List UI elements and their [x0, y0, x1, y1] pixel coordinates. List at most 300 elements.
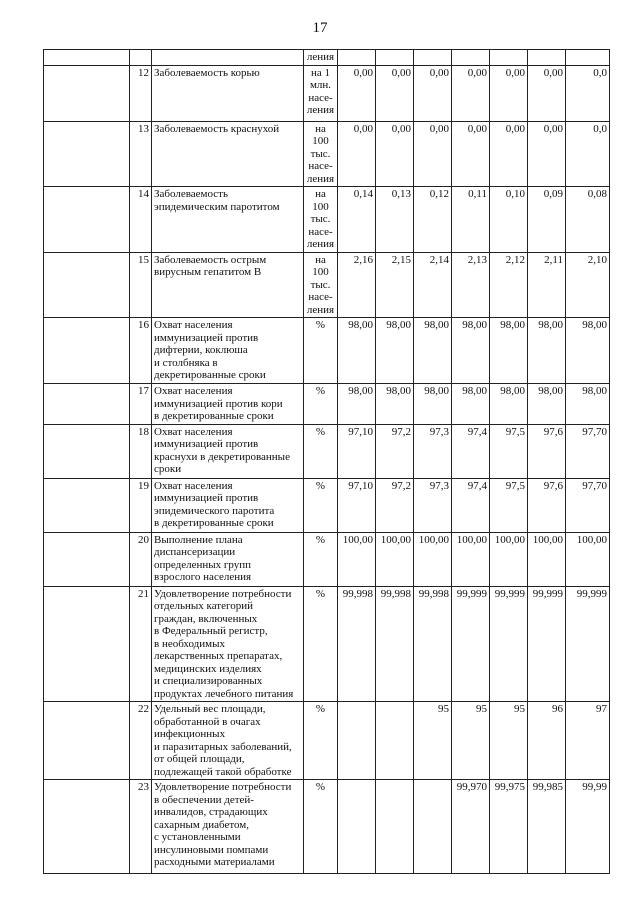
value-cell	[490, 252, 528, 318]
indicator-name-line: иммунизацией против	[154, 438, 259, 450]
value-cell	[452, 252, 490, 318]
value-cell	[414, 252, 452, 318]
indicator-name-cell	[152, 780, 304, 874]
value-cell	[376, 586, 414, 702]
value: 99,998	[418, 587, 449, 600]
value: 98,00	[462, 319, 487, 331]
value: 2,13	[467, 253, 487, 266]
value-cell	[528, 478, 566, 532]
row-number-cell	[130, 252, 152, 318]
value-cell	[528, 318, 566, 384]
indicator-name-line: эпидемическим паротитом	[154, 200, 280, 213]
unit-cell	[304, 478, 338, 532]
value: 95	[514, 703, 525, 715]
value: 100,00	[380, 533, 411, 546]
indicator-name-line: продуктах лечебного питания	[154, 687, 294, 700]
table-row	[44, 384, 610, 425]
indicator-name-line: Охват населения	[154, 385, 233, 397]
value-cell	[338, 65, 376, 121]
indicator-name-line: Охват населения	[154, 319, 233, 331]
indicator-name-line: в декретированные сроки	[154, 517, 274, 529]
value-cell	[338, 702, 376, 780]
value-cell	[566, 424, 610, 478]
value: 97,6	[543, 425, 563, 438]
value-cell	[528, 50, 566, 66]
unit-line: %	[315, 587, 326, 600]
value-cell	[338, 424, 376, 478]
unit-line: ления	[306, 238, 335, 250]
indicator-name-line: определенных групп	[154, 558, 252, 571]
value: 97,3	[429, 425, 449, 438]
row-number: 14	[138, 188, 149, 200]
unit-cell	[304, 318, 338, 384]
value: 97,10	[348, 425, 373, 438]
unit-line: на 100	[312, 188, 329, 213]
value-cell	[566, 252, 610, 318]
value-cell	[490, 121, 528, 187]
value: 0,00	[353, 66, 373, 79]
unit-line: тыс.	[310, 278, 331, 291]
value-cell	[452, 187, 490, 253]
value-cell	[338, 586, 376, 702]
value-cell	[566, 702, 610, 780]
value: 2,14	[429, 253, 449, 266]
unit-line: %	[315, 479, 326, 492]
indicator-name-line: декретированные сроки	[154, 369, 266, 381]
indicator-name-line: Удовлетворение потребности	[154, 587, 292, 600]
value: 99,975	[494, 781, 525, 793]
indicator-name-cell	[152, 121, 304, 187]
row-number: 12	[138, 66, 149, 79]
indicator-name-line: Удовлетворение потребности	[154, 781, 292, 793]
indicator-name-line: Заболеваемость	[154, 188, 228, 200]
value-cell	[452, 586, 490, 702]
value-cell	[376, 424, 414, 478]
indicator-name-line: сроки	[154, 463, 182, 475]
page-number: 17	[312, 20, 328, 36]
value: 98,00	[538, 319, 563, 331]
value-cell	[452, 384, 490, 425]
value: 0,00	[505, 66, 525, 79]
indicator-name-line: медицинских изделиях	[154, 662, 262, 675]
value: 98,00	[582, 319, 607, 331]
indicator-name-line: Заболеваемость корью	[154, 66, 260, 79]
indicator-name-line: инфекционных	[154, 728, 226, 740]
indicator-name-cell	[152, 532, 304, 586]
unit-line: млн.	[309, 79, 332, 91]
indicator-name-cell	[152, 50, 304, 66]
indicator-name-line: краснухи в декретированные	[154, 450, 290, 463]
value: 99,999	[456, 587, 487, 600]
value-cell	[376, 478, 414, 532]
indicator-name-line: дифтерии, коклюша	[154, 344, 248, 356]
value: 0,00	[543, 66, 563, 79]
row-number-cell	[130, 702, 152, 780]
value-cell	[338, 532, 376, 586]
table-row	[44, 121, 610, 187]
row-number-cell	[130, 532, 152, 586]
value: 0,00	[467, 122, 487, 135]
unit-line: %	[315, 425, 326, 438]
value: 0,13	[391, 188, 411, 200]
value-cell	[528, 65, 566, 121]
table-row-continued	[44, 50, 610, 66]
blank-cell	[44, 702, 130, 780]
indicator-name-cell	[152, 252, 304, 318]
value: 97,10	[348, 479, 373, 492]
value-cell	[528, 780, 566, 874]
indicators-table	[43, 49, 610, 874]
value-cell	[566, 65, 610, 121]
value-cell	[490, 318, 528, 384]
value-cell	[338, 50, 376, 66]
value: 0,00	[467, 66, 487, 79]
value: 98,00	[424, 319, 449, 331]
table-row	[44, 424, 610, 478]
indicator-name-line: и столбняка в	[154, 356, 218, 369]
value-cell	[376, 780, 414, 874]
unit-line: ления	[306, 172, 335, 185]
table-row	[44, 187, 610, 253]
value: 98,00	[386, 319, 411, 331]
row-number-cell	[130, 318, 152, 384]
value-cell	[414, 121, 452, 187]
value: 98,00	[348, 385, 373, 397]
value-cell	[452, 121, 490, 187]
value: 100,00	[418, 533, 449, 546]
indicator-name-line: граждан, включенных	[154, 612, 258, 625]
unit-line: насе-	[308, 91, 333, 104]
indicator-name-line: подлежащей такой обработке	[154, 765, 292, 778]
value-cell	[338, 252, 376, 318]
value-cell	[528, 187, 566, 253]
value: 0,00	[391, 122, 411, 135]
value-cell	[490, 65, 528, 121]
value: 0,00	[505, 122, 525, 135]
value: 95	[438, 703, 449, 715]
indicator-name-line: и паразитарных заболеваний,	[154, 740, 292, 753]
table-row	[44, 318, 610, 384]
value-cell	[528, 532, 566, 586]
row-number-cell	[130, 384, 152, 425]
value-cell	[452, 702, 490, 780]
row-number: 16	[138, 319, 149, 331]
row-number-cell	[130, 586, 152, 702]
value-cell	[452, 478, 490, 532]
value: 97,5	[505, 425, 525, 438]
value-cell	[376, 318, 414, 384]
value: 0,00	[429, 122, 449, 135]
value-cell	[414, 384, 452, 425]
blank-cell	[44, 318, 130, 384]
table-row	[44, 252, 610, 318]
value-cell	[490, 50, 528, 66]
value-cell	[414, 65, 452, 121]
value-cell	[566, 780, 610, 874]
value: 0,08	[587, 188, 607, 200]
unit-line: %	[315, 319, 326, 331]
value: 0,09	[543, 188, 563, 200]
value-cell	[528, 252, 566, 318]
blank-cell	[44, 187, 130, 253]
value-cell	[452, 318, 490, 384]
unit-cell	[304, 65, 338, 121]
value-cell	[376, 121, 414, 187]
value-cell	[414, 478, 452, 532]
value: 0,00	[391, 66, 411, 79]
unit-line: насе-	[308, 160, 333, 172]
unit-cell	[304, 121, 338, 187]
blank-cell	[44, 532, 130, 586]
blank-cell	[44, 50, 130, 66]
value: 2,12	[505, 253, 525, 266]
value: 97,70	[582, 425, 607, 438]
value-cell	[566, 532, 610, 586]
value: 0,0	[593, 66, 607, 79]
unit-line: тыс.	[310, 147, 331, 160]
value-cell	[452, 780, 490, 874]
value: 97,2	[391, 425, 411, 438]
value: 100,00	[342, 533, 373, 546]
value: 95	[476, 703, 487, 715]
unit-cell	[304, 586, 338, 702]
value: 2,15	[391, 253, 411, 266]
value: 97,3	[429, 479, 449, 492]
indicator-name-cell	[152, 424, 304, 478]
value: 98,00	[538, 385, 563, 397]
value: 99,998	[342, 587, 373, 600]
value-cell	[490, 532, 528, 586]
value: 97,2	[391, 479, 411, 492]
value: 99,998	[380, 587, 411, 600]
indicator-name-cell	[152, 187, 304, 253]
value: 97,6	[543, 479, 563, 492]
value: 0,00	[429, 66, 449, 79]
value-cell	[452, 424, 490, 478]
value-cell	[452, 532, 490, 586]
unit-line: насе-	[308, 225, 333, 238]
value-cell	[528, 121, 566, 187]
unit-line: насе-	[308, 291, 333, 303]
value: 97,4	[467, 479, 487, 492]
indicator-name-cell	[152, 586, 304, 702]
indicator-name-line: инвалидов, страдающих	[154, 806, 268, 818]
value-cell	[376, 252, 414, 318]
indicator-name-line: сахарным диабетом,	[154, 818, 249, 831]
value-cell	[566, 384, 610, 425]
blank-cell	[44, 121, 130, 187]
value: 98,00	[582, 385, 607, 397]
value-cell	[452, 50, 490, 66]
value-cell	[566, 586, 610, 702]
row-number-cell	[130, 121, 152, 187]
indicator-name-line: Заболеваемость краснухой	[154, 122, 280, 135]
indicator-name-cell	[152, 65, 304, 121]
table-body	[44, 50, 610, 874]
value-cell	[566, 318, 610, 384]
table-row	[44, 702, 610, 780]
value-cell	[490, 586, 528, 702]
value: 2,16	[353, 253, 373, 266]
value-cell	[414, 702, 452, 780]
unit-line: на 1	[310, 66, 331, 79]
blank-cell	[44, 586, 130, 702]
value: 0,00	[543, 122, 563, 135]
unit-line: ления	[306, 51, 335, 63]
value: 97,70	[582, 479, 607, 492]
value-cell	[528, 424, 566, 478]
value: 96	[552, 703, 563, 715]
value: 0,14	[353, 188, 373, 200]
value-cell	[566, 187, 610, 253]
row-number-cell	[130, 478, 152, 532]
row-number-cell	[130, 780, 152, 874]
value-cell	[414, 50, 452, 66]
value: 99,985	[532, 781, 563, 793]
value-cell	[490, 187, 528, 253]
table-row	[44, 65, 610, 121]
blank-cell	[44, 424, 130, 478]
table-row	[44, 478, 610, 532]
blank-cell	[44, 65, 130, 121]
unit-cell	[304, 780, 338, 874]
value-cell	[338, 121, 376, 187]
value: 98,00	[500, 385, 525, 397]
value-cell	[376, 702, 414, 780]
value-cell	[414, 586, 452, 702]
value: 97,5	[505, 479, 525, 492]
value-cell	[376, 384, 414, 425]
unit-line: %	[315, 385, 326, 397]
row-number: 22	[138, 703, 149, 715]
unit-cell	[304, 424, 338, 478]
indicator-name-line: вирусным гепатитом В	[154, 266, 262, 278]
value-cell	[490, 478, 528, 532]
indicator-name-line: расходными материалами	[154, 856, 275, 868]
value: 0,0	[593, 122, 607, 135]
value-cell	[490, 702, 528, 780]
value-cell	[338, 318, 376, 384]
value-cell	[490, 424, 528, 478]
row-number-cell	[130, 50, 152, 66]
unit-line: на 100	[312, 253, 329, 278]
row-number-cell	[130, 424, 152, 478]
value-cell	[490, 384, 528, 425]
value: 2,10	[587, 253, 607, 266]
row-number: 21	[138, 587, 149, 600]
value: 100,00	[576, 533, 607, 546]
indicator-name-line: Заболеваемость острым	[154, 253, 267, 266]
value-cell	[528, 586, 566, 702]
indicator-name-line: взрослого населения	[154, 571, 252, 583]
value: 100,00	[456, 533, 487, 546]
value: 99,999	[494, 587, 525, 600]
row-number: 15	[138, 253, 149, 266]
value-cell	[338, 478, 376, 532]
unit-line: на 100	[312, 122, 329, 147]
unit-cell	[304, 187, 338, 253]
row-number: 23	[138, 781, 149, 793]
value: 98,00	[462, 385, 487, 397]
indicator-name-line: с установленными	[154, 831, 241, 843]
value: 97,4	[467, 425, 487, 438]
value-cell	[452, 65, 490, 121]
unit-cell	[304, 532, 338, 586]
indicator-name-line: иммунизацией против	[154, 492, 259, 504]
row-number: 17	[138, 385, 149, 397]
indicator-name-line: обработанной в очагах	[154, 715, 261, 728]
value: 98,00	[500, 319, 525, 331]
unit-cell	[304, 252, 338, 318]
indicator-name-line: в обеспечении детей-	[154, 793, 254, 806]
unit-line: ления	[306, 104, 335, 116]
indicator-name-line: иммунизацией против	[154, 331, 259, 344]
indicator-name-line: в необходимых	[154, 637, 225, 650]
value-cell	[376, 65, 414, 121]
value: 100,00	[494, 533, 525, 546]
unit-line: %	[315, 703, 326, 715]
value: 0,12	[429, 188, 449, 200]
value: 98,00	[348, 319, 373, 331]
row-number: 18	[138, 425, 149, 438]
value: 0,11	[468, 188, 487, 200]
value-cell	[338, 187, 376, 253]
unit-line: %	[315, 533, 326, 546]
value: 97	[596, 703, 607, 715]
table-row	[44, 586, 610, 702]
value-cell	[414, 424, 452, 478]
value-cell	[490, 780, 528, 874]
row-number: 20	[138, 533, 149, 546]
table-row	[44, 532, 610, 586]
indicator-name-line: Удельный вес площади,	[154, 703, 266, 715]
value: 2,11	[544, 253, 563, 266]
value-cell	[338, 384, 376, 425]
indicator-name-line: иммунизацией против кори	[154, 397, 283, 410]
indicator-name-line: Охват населения	[154, 425, 233, 438]
indicator-name-line: и специализированных	[154, 675, 263, 687]
table-row	[44, 780, 610, 874]
unit-line: ления	[306, 303, 335, 316]
indicator-name-line: Выполнение плана	[154, 533, 243, 546]
value-cell	[566, 478, 610, 532]
blank-cell	[44, 384, 130, 425]
unit-cell	[304, 384, 338, 425]
indicator-name-line: эпидемического паротита	[154, 504, 275, 517]
indicator-name-cell	[152, 318, 304, 384]
indicator-name-line: инсулиновыми помпами	[154, 843, 269, 856]
value-cell	[528, 702, 566, 780]
value-cell	[528, 384, 566, 425]
indicator-name-line: лекарственных препаратах,	[154, 650, 283, 662]
value-cell	[414, 187, 452, 253]
unit-cell	[304, 50, 338, 66]
value: 99,99	[582, 781, 607, 793]
value: 99,970	[456, 781, 487, 793]
blank-cell	[44, 780, 130, 874]
unit-line: %	[315, 781, 326, 793]
value-cell	[566, 50, 610, 66]
row-number: 13	[138, 122, 149, 135]
value: 99,999	[576, 587, 607, 600]
value: 98,00	[424, 385, 449, 397]
value: 99,999	[532, 587, 563, 600]
row-number-cell	[130, 187, 152, 253]
blank-cell	[44, 478, 130, 532]
indicator-name-line: Охват населения	[154, 479, 233, 492]
row-number-cell	[130, 65, 152, 121]
indicator-name-cell	[152, 384, 304, 425]
